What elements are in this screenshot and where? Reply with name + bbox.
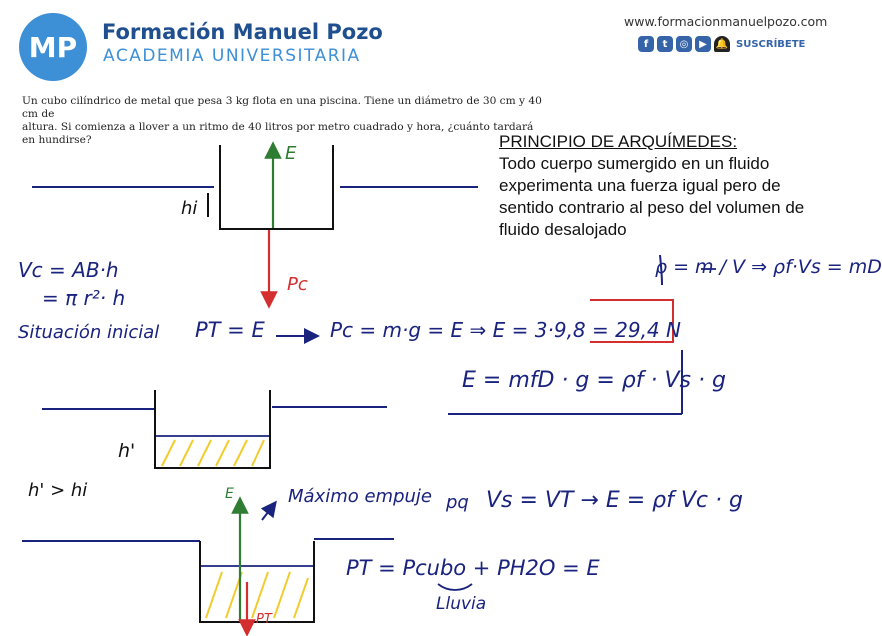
bell-icon[interactable]: 🔔: [714, 36, 730, 52]
label-hi: hi: [181, 198, 198, 219]
max-thrust-label: Máximo empuje: [288, 486, 432, 507]
brand-logo: [18, 12, 88, 82]
website-link[interactable]: www.formacionmanuelpozo.com: [624, 14, 828, 29]
label-h-prime: h': [118, 440, 136, 462]
initial-situation-label: Situación inicial: [18, 322, 160, 343]
instagram-icon[interactable]: ◎: [676, 36, 692, 52]
cube-initial: [220, 145, 333, 229]
problem-line-2: altura. Si comienza a llover a un ritmo de 40 litros por metro cuadrado y hora, ¿cuánto tardará en hundirse?: [22, 121, 534, 146]
density-formula: ρ = m / V ⇒ ρf·Vs = mD: [655, 256, 882, 278]
pq-label: pq: [446, 492, 469, 513]
label-PT: PT: [256, 612, 272, 627]
principle-body: Todo cuerpo sumergido en un fluido experimenta una fuerza igual pero de sentido contrario al peso del volumen de fluido desalojado: [499, 154, 805, 239]
label-h-compare: h' > hi: [28, 480, 88, 501]
lluvia-label: Lluvia: [436, 594, 487, 614]
label-Pc: Pc: [287, 274, 308, 295]
principle-title: PRINCIPIO DE ARQUÍMEDES:: [499, 132, 738, 151]
diagram-rain: [42, 390, 387, 468]
rain-water-hatching: [162, 440, 264, 466]
equation-max: Vs = VT → E = ρf Vc · g: [486, 488, 743, 513]
equation-final: PT = Pcubo + PH2O = E: [346, 556, 600, 580]
svg-text:MP: MP: [28, 31, 78, 64]
brand-tagline: ACADEMIA UNIVERSITARIA: [103, 46, 361, 66]
social-links: [638, 34, 805, 54]
subscribe-button[interactable]: SUSCRÍBETE: [736, 38, 806, 50]
problem-statement: [22, 95, 542, 147]
archimedes-principle: [499, 131, 839, 241]
diagram-max: [22, 505, 394, 628]
equation-balance: PT = E: [195, 318, 265, 342]
volume-formula-2: = π r²· h: [42, 286, 126, 310]
cube-rain: [155, 390, 270, 468]
brand-name: Formación Manuel Pozo: [102, 20, 383, 44]
label-E-max: E: [225, 486, 234, 502]
equation-buoyancy: E = mfD · g = ρf · Vs · g: [462, 368, 726, 393]
equation-weight: Pc = m·g = E ⇒ E = 3·9,8 = 29,4 N: [330, 318, 681, 342]
facebook-icon[interactable]: f: [638, 36, 654, 52]
twitter-icon[interactable]: t: [657, 36, 673, 52]
problem-line-1: Un cubo cilíndrico de metal que pesa 3 kg flota en una piscina. Tiene un diámetro de 30 cm y 40 cm de: [22, 95, 542, 120]
label-E: E: [285, 143, 297, 164]
youtube-icon[interactable]: ▶: [695, 36, 711, 52]
volume-formula: Vc = AB·h: [18, 258, 119, 282]
